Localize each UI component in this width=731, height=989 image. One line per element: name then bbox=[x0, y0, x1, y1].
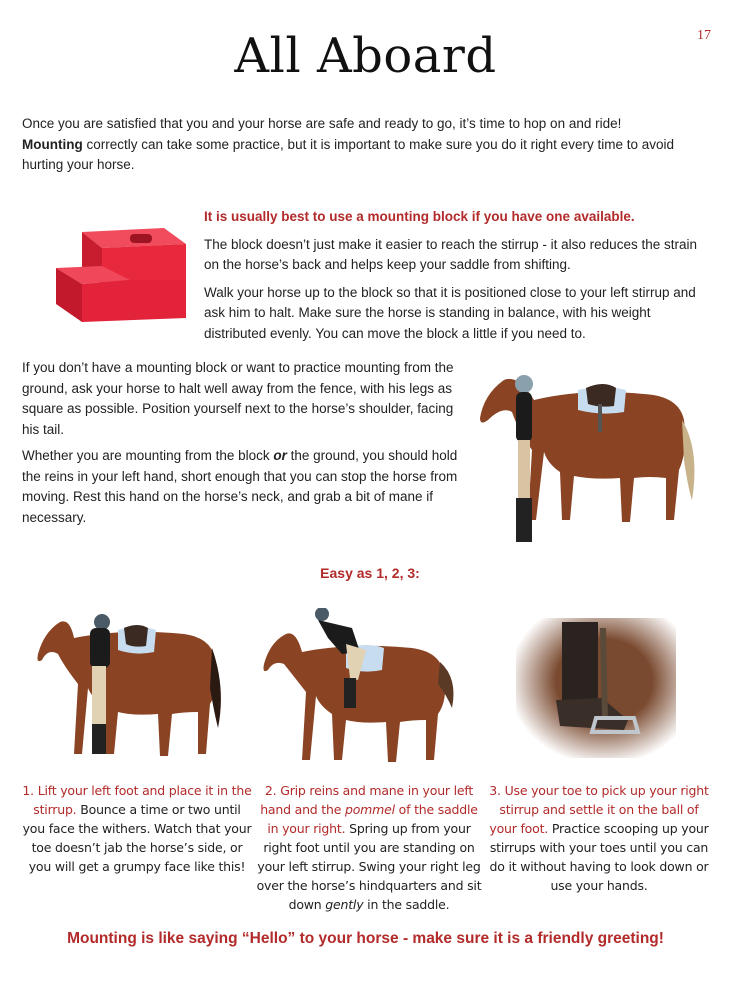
intro-bold-word: Mounting bbox=[22, 136, 83, 152]
ground-para-1: If you don’t have a mounting block or want to practice mounting from the ground, ask your horse to halt well away from the fence, with his legs as square as possible. Position yourself next to the horse’s shoulder, facing his tail. bbox=[22, 360, 454, 437]
horse-with-rider-standing-image bbox=[474, 360, 710, 550]
or-emphasis: or bbox=[273, 448, 287, 463]
ground-mounting-section bbox=[22, 358, 462, 528]
page-title: All Aboard bbox=[234, 28, 497, 84]
step-3-caption: 3. Use your toe to pick up your right stirrup and settle it on the ball of your foot. Practice scooping up your stirrups with your toes until you can do it without having to look down or use your hands. bbox=[489, 783, 709, 893]
closing-message: Mounting is like saying “Hello” to your horse - make sure it is a friendly greeting! bbox=[67, 930, 664, 947]
steps-heading: Easy as 1, 2, 3: bbox=[320, 565, 420, 581]
intro-rest: correctly can take some practice, but it is important to make sure you do it right every time to avoid hurting your horse. bbox=[22, 136, 674, 172]
page-number: 17 bbox=[697, 28, 711, 43]
mounting-block-para-1: The block doesn’t just make it easier to reach the stirrup - it also reduces the strain on the horse’s back and helps keep your saddle from shifting. bbox=[204, 236, 697, 272]
intro-paragraph bbox=[22, 114, 712, 176]
step-1-caption: 1. Lift your left foot and place it in the stirrup. Bounce a time or two until you face the withers. Watch that your toe doesn’t jab the horse’s side, or you will get a grumpy face like this! bbox=[22, 783, 252, 874]
mounting-block-section bbox=[204, 207, 710, 344]
mounting-block-headline: It is usually best to use a mounting block if you have one available. bbox=[204, 209, 635, 224]
step-2-image bbox=[262, 608, 458, 776]
step-3-image bbox=[516, 608, 676, 776]
mounting-block-para-2: Walk your horse up to the block so that it is positioned close to your left stirrup and ask him to halt. Make sure the horse is standing in balance, with his weight distributed evenly. You can move the block a little if you need to. bbox=[204, 284, 696, 341]
step-1-image bbox=[34, 608, 224, 776]
ground-para-2: Whether you are mounting from the block or the ground, you should hold the reins in your left hand, short enough that you can stop the horse from moving. Rest this hand on the horse’s neck, and grab a bit of mane if necessary. bbox=[22, 448, 458, 525]
step-2-caption: 2. Grip reins and mane in your left hand and the pommel of the saddle in your right. Spring up from your right foot until you are standing on your left stirrup. Swing your right leg over the horse’s hindquarters and sit down gently in the saddle. bbox=[256, 783, 482, 912]
mounting-block-image bbox=[52, 222, 192, 324]
intro-line-1: Once you are satisfied that you and your horse are safe and ready to go, it’s time to hop on and ride! bbox=[22, 116, 622, 131]
